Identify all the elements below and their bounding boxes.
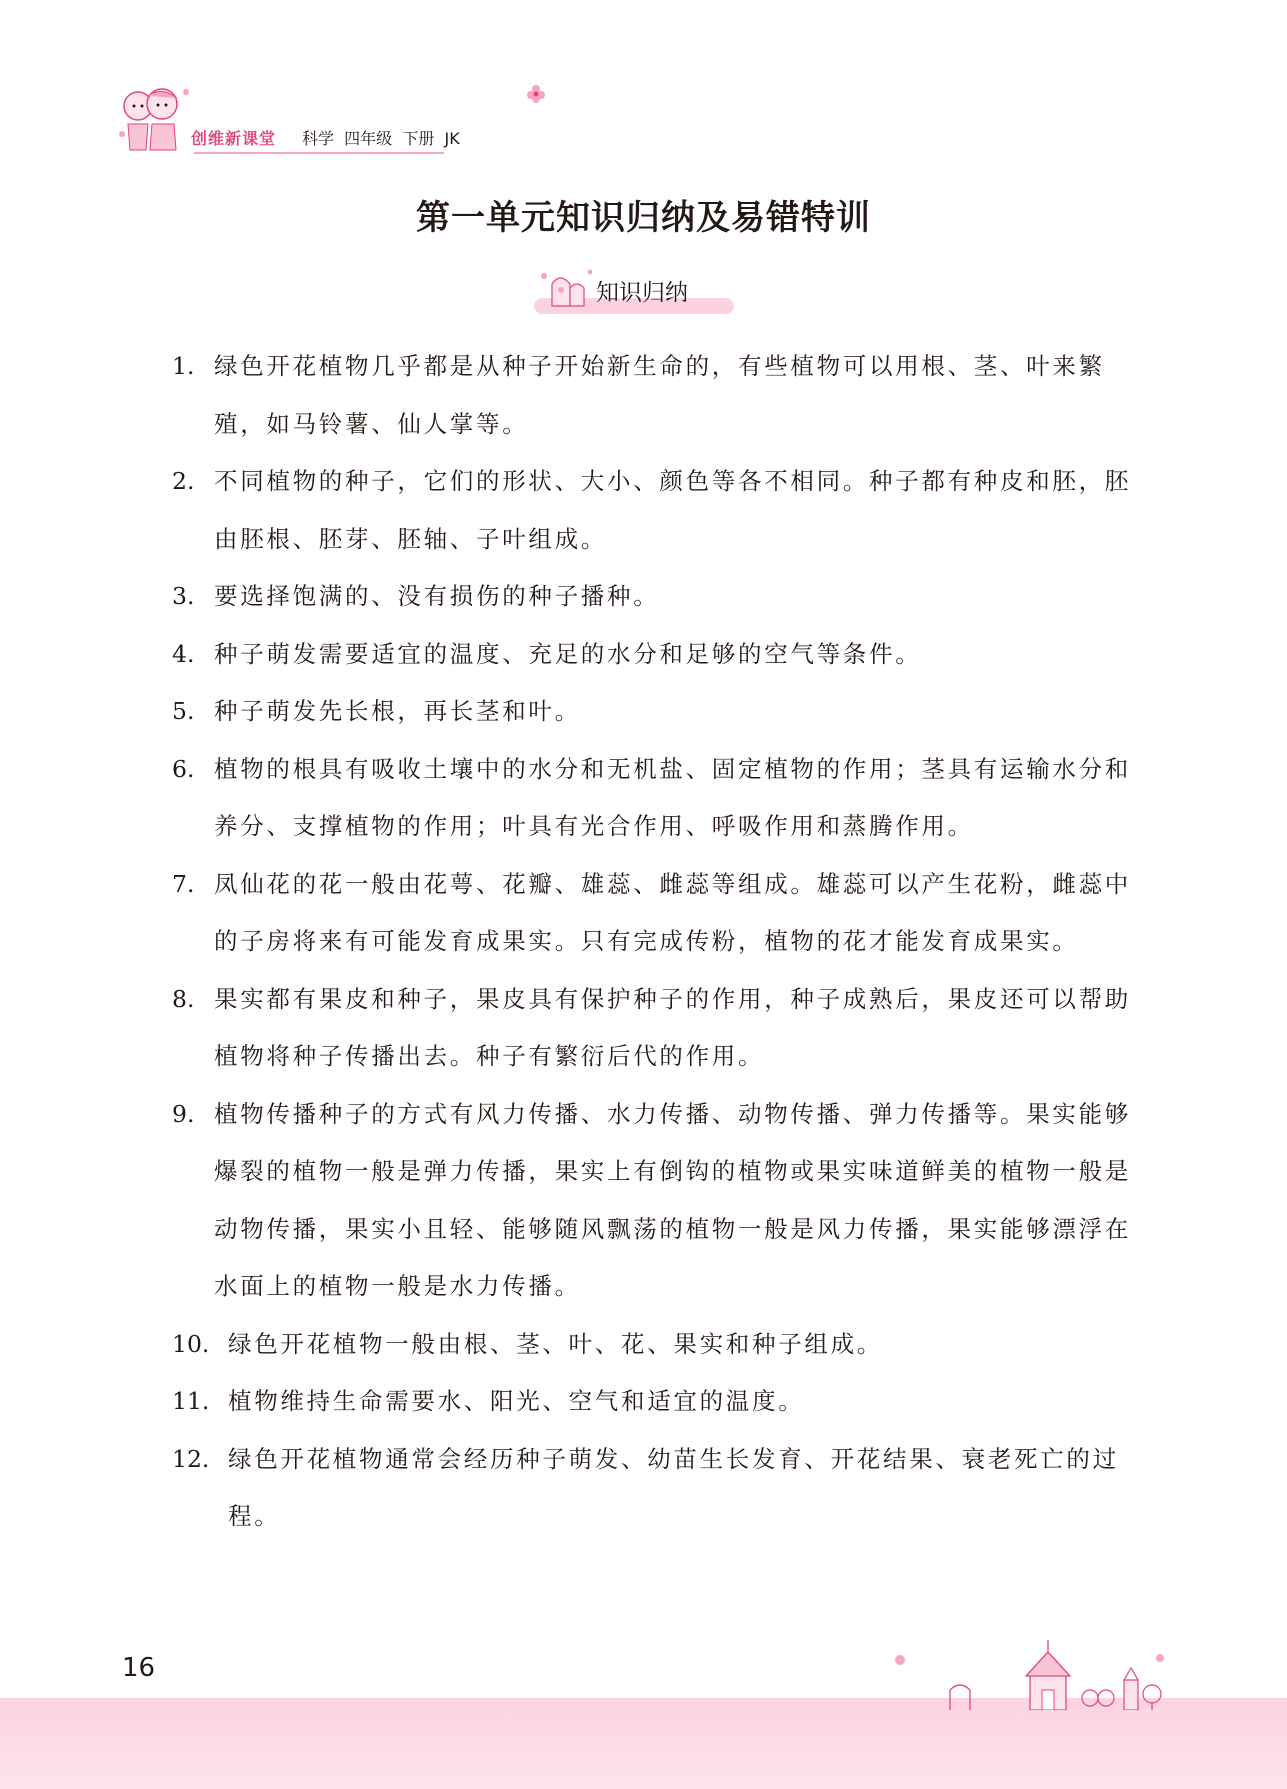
list-item [172, 568, 1132, 626]
list-item [172, 856, 1132, 971]
page-title: 第一单元知识归纳及易错特训 [416, 198, 871, 238]
item-number: 8. [172, 984, 195, 1013]
item-text: 绿色开花植物一般由根、茎、叶、花、果实和种子组成。 [228, 1329, 883, 1358]
list-item [172, 1373, 1132, 1431]
footer-band [0, 1698, 1287, 1789]
item-text: 绿色开花植物通常会经历种子萌发、幼苗生长发育、开花结果、衰老死亡的过程。 [228, 1444, 1119, 1530]
castle-decoration-icon [880, 1640, 1180, 1710]
list-item [172, 971, 1132, 1086]
list-item [172, 683, 1132, 741]
item-text: 果实都有果皮和种子，果皮具有保护种子的作用，种子成熟后，果皮还可以帮助植物将种子传播出去。种子有繁衍后代的作用。 [214, 984, 1131, 1070]
item-number: 3. [172, 582, 195, 610]
item-number: 5. [172, 697, 195, 725]
item-text: 种子萌发先长根，再长茎和叶。 [214, 697, 581, 725]
item-text: 绿色开花植物几乎都是从种子开始新生命的，有些植物可以用根、茎、叶来繁殖，如马铃薯、仙人掌等。 [214, 352, 1105, 438]
list-item [172, 1431, 1132, 1546]
section-label: 知识归纳 [596, 280, 688, 306]
item-text: 植物维持生命需要水、阳光、空气和适宜的温度。 [228, 1387, 805, 1415]
item-text: 植物的根具有吸收土壤中的水分和无机盐、固定植物的作用；茎具有运输水分和养分、支撑植物的作用；叶具有光合作用、呼吸作用和蒸腾作用。 [214, 754, 1131, 840]
item-number: 9. [172, 1099, 195, 1128]
item-number: 11. [172, 1387, 210, 1415]
list-item [172, 1316, 1132, 1374]
item-number: 6. [172, 754, 195, 783]
item-number: 2. [172, 467, 195, 495]
list-item [172, 1086, 1132, 1316]
item-text: 植物传播种子的方式有风力传播、水力传播、动物传播、弹力传播等。果实能够爆裂的植物一般是弹力传播，果实上有倒钩的植物或果实味道鲜美的植物一般是动物传播，果实小且轻、能够随风飘荡的植物一般是风力传播，果实能够漂浮在水面上的植物一般是水力传播。 [214, 1099, 1131, 1300]
brand-name: 创维新课堂 [191, 129, 277, 148]
section-heading [530, 262, 740, 320]
list-item [172, 626, 1132, 684]
mascot-logo-icon [116, 84, 198, 156]
book-info: 科学 四年级 下册 JK [302, 129, 460, 148]
header-divider [194, 152, 444, 154]
item-number: 1. [172, 352, 195, 380]
item-number: 12. [172, 1444, 210, 1473]
page-header [116, 84, 1176, 164]
list-item [172, 741, 1132, 856]
knowledge-list [172, 338, 1132, 1546]
item-text: 要选择饱满的、没有损伤的种子播种。 [214, 582, 660, 610]
item-text: 不同植物的种子，它们的形状、大小、颜色等各不相同。种子都有种皮和胚，胚由胚根、胚芽、胚轴、子叶组成。 [214, 467, 1131, 553]
flower-icon [526, 84, 546, 104]
page-number: 16 [122, 1653, 156, 1683]
list-item [172, 453, 1132, 568]
item-text: 种子萌发需要适宜的温度、充足的水分和足够的空气等条件。 [214, 639, 922, 668]
item-number: 4. [172, 639, 195, 668]
list-item [172, 338, 1132, 453]
item-number: 10. [172, 1329, 210, 1358]
item-number: 7. [172, 869, 195, 898]
item-text: 凤仙花的花一般由花萼、花瓣、雄蕊、雌蕊等组成。雄蕊可以产生花粉，雌蕊中的子房将来有可能发育成果实。只有完成传粉，植物的花才能发育成果实。 [214, 869, 1131, 955]
